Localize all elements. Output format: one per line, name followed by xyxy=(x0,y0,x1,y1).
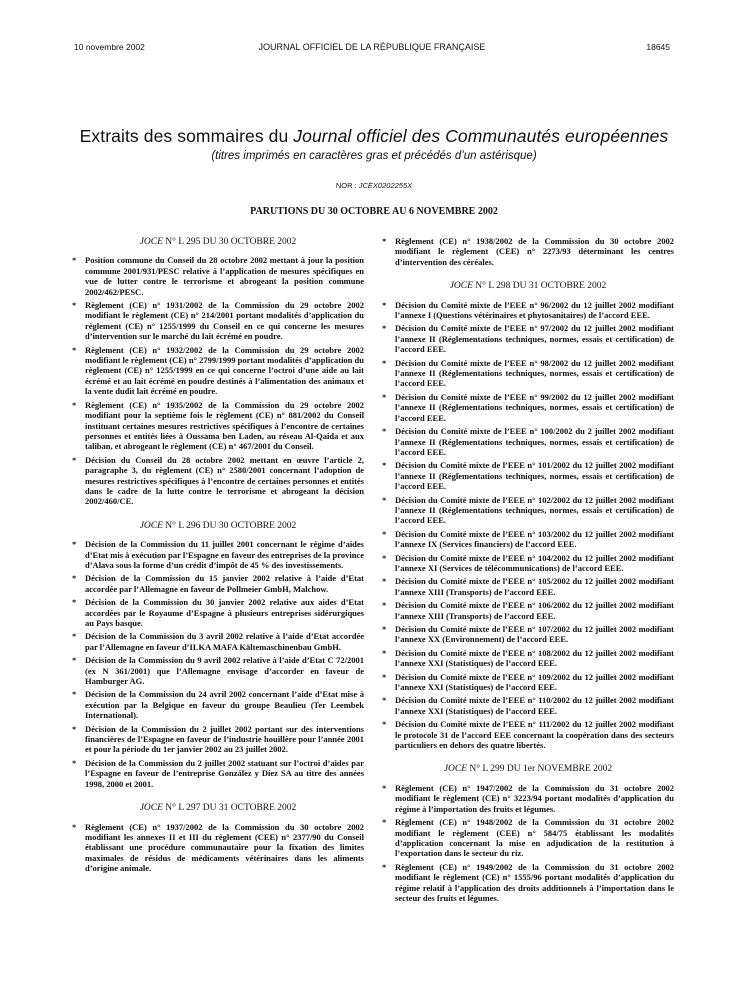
entry-text: Décision du Comité mixte de l’EEE n° 108/2002 du 12 juillet 2002 modifiant l’annexe XXI (Statistiques) de l’accord EEE. xyxy=(395,647,674,669)
asterisk-marker: * xyxy=(72,255,77,266)
joce-section xyxy=(382,281,674,750)
summary-entry xyxy=(382,624,674,645)
entry-text: Décision de la Commission du 2 juillet 2002 portant sur des interventions financières de l’Espagne en faveur de l’industrie houillère pour l’année 2001 et pour la période du 1er janvier 2002 au 23 juillet 2002. xyxy=(85,723,364,755)
asterisk-marker: * xyxy=(382,576,387,587)
summary-entry xyxy=(382,648,674,669)
asterisk-marker: * xyxy=(72,655,77,666)
summary-entry xyxy=(72,689,364,720)
joce-reference: N° L 296 DU 30 OCTOBRE 2002 xyxy=(162,520,297,531)
asterisk-marker: * xyxy=(382,817,387,828)
asterisk-marker: * xyxy=(382,426,387,437)
summary-entry xyxy=(72,345,364,397)
summary-entry xyxy=(382,358,674,389)
entry-text: Décision du Comité mixte de l’EEE n° 100/2002 du 2 juillet 2002 modifiant l’annexe II (Réglementations techniques, normes, essais et certification) de l’accord EEE. xyxy=(395,426,674,457)
summary-entry xyxy=(72,573,364,594)
asterisk-marker: * xyxy=(72,344,77,355)
joce-label: JOCE xyxy=(443,764,468,775)
entry-text: Décision du Comité mixte de l’EEE n° 96/2002 du 12 juillet 2002 modifiant l’annexe I (Questions vétérinaires et phytosanitaires) de l’accord EEE. xyxy=(395,299,674,321)
asterisk-marker: * xyxy=(72,689,77,700)
asterisk-marker: * xyxy=(72,723,77,734)
entry-text: Règlement (CE) n° 1948/2002 de la Commission du 31 octobre 2002 modifiant le règlement (CEE) n° 584/75 établissant les modalités d’application concernant la mise en adjudication de la restitution à l’exportation dans le secteur du riz. xyxy=(395,817,674,859)
entry-text: Position commune du Conseil du 28 octobre 2002 mettant à jour la position commune 2001/931/PESC relative à l’application de mesures spécifiques en vue de lutter contre le terrorisme et abrogeant la position commune 2002/462/PESC. xyxy=(85,255,364,297)
entry-text: Décision du Comité mixte de l’EEE n° 102/2002 du 12 juillet 2002 modifiant l’annexe II (Réglementations techniques, normes, essais et certification) de l’accord EEE. xyxy=(395,494,674,526)
header-page-number: 18645 xyxy=(646,42,670,52)
entry-text: Décision du Comité mixte de l’EEE n° 98/2002 du 12 juillet 2002 modifiant l’annexe II (Réglementations techniques, normes, essais et certification) de l’accord EEE. xyxy=(395,357,674,389)
asterisk-marker: * xyxy=(382,552,387,563)
left-column xyxy=(72,236,364,888)
entry-text: Décision du Comité mixte de l’EEE n° 105/2002 du 12 juillet 2002 modifiant l’annexe XIII (Transports) de l’accord EEE. xyxy=(395,576,674,597)
joce-section xyxy=(72,521,364,789)
summary-entry xyxy=(382,783,674,814)
summary-entry xyxy=(72,822,364,874)
joce-section xyxy=(382,764,674,903)
summary-entry xyxy=(72,724,364,755)
parutions-heading: PARUTIONS DU 30 OCTOBRE AU 6 NOVEMBRE 2002 xyxy=(250,206,498,217)
title-prefix: Extraits des sommaires du xyxy=(79,126,294,146)
entry-text: Règlement (CE) n° 1937/2002 de la Commission du 30 octobre 2002 modifiant les annexes II et III du règlement (CEE) n° 2377/90 du Conseil établissant une procédure communautaire pour la fixation des limites maximales de résidus de médicaments vétérinaires dans les aliments d’origine animale. xyxy=(85,821,364,874)
entry-text: Décision de la Commission du 30 janvier 2002 relative aux aides d’Etat accordées par le Royaume d’Espagne à plusieurs entreprises sidérurgiques au Pays basque. xyxy=(85,597,364,628)
header-journal-title: JOURNAL OFFICIEL DE LA RÉPUBLIQUE FRANÇAISE xyxy=(258,42,486,52)
asterisk-marker: * xyxy=(382,671,387,682)
joce-heading xyxy=(72,521,364,531)
entry-text: Décision de la Commission du 3 avril 2002 relative à l’aide d’Etat accordée par l’Allemagne en faveur d’ILKA MAFA Kältemaschinenbau GmbH. xyxy=(85,631,364,652)
summary-entry xyxy=(382,323,674,354)
asterisk-marker: * xyxy=(382,861,387,872)
joce-reference: N° L 298 DU 31 OCTOBRE 2002 xyxy=(472,281,607,292)
joce-heading xyxy=(72,237,364,247)
page-title xyxy=(60,126,688,147)
asterisk-marker: * xyxy=(382,357,387,368)
asterisk-marker: * xyxy=(72,539,77,550)
asterisk-marker: * xyxy=(72,454,77,465)
summary-entry xyxy=(382,236,674,267)
summary-entry xyxy=(382,553,674,574)
entry-text: Décision du Comité mixte de l’EEE n° 101/2002 du 12 juillet 2002 modifiant l’annexe II (Réglementations techniques, normes, essais et certification) de l’accord EEE. xyxy=(395,460,674,492)
summary-entry xyxy=(382,719,674,750)
entry-text: Décision du Comité mixte de l’EEE n° 104/2002 du 12 juillet 2002 modifiant l’annexe XI (Services de télécommunications) de l’accord EEE. xyxy=(395,552,674,573)
asterisk-marker: * xyxy=(382,782,387,793)
summary-entry xyxy=(382,529,674,550)
summary-entry xyxy=(382,817,674,859)
asterisk-marker: * xyxy=(382,494,387,505)
entry-text: Décision du Comité mixte de l’EEE n° 109/2002 du 12 juillet 2002 modifiant l’annexe XXI (Statistiques) de l’accord EEE. xyxy=(395,671,674,693)
summary-entry xyxy=(72,655,364,686)
summary-entry xyxy=(72,539,364,570)
joce-reference: N° L 297 DU 31 OCTOBRE 2002 xyxy=(162,803,297,814)
entry-text: Règlement (CE) n° 1935/2002 de la Commission du 29 octobre 2002 modifiant pour la septième fois le règlement (CE) n° 881/2002 du Conseil instituant certaines mesures restrictives spécifiques à l’encontre de certaines personnes et entités liées à Oussama ben Laden, au réseau Al-Qaida et aux taliban, et abrogeant le règlement (CE) n° 467/2001 du Conseil. xyxy=(85,399,364,452)
joce-reference: N° L 295 DU 30 OCTOBRE 2002 xyxy=(162,237,297,247)
joce-section xyxy=(72,803,364,873)
entry-text: Règlement (CE) n° 1938/2002 de la Commission du 30 octobre 2002 modifiant le règlement (CEE) n° 2273/93 déterminant les centres d’intervention des céréales. xyxy=(395,236,674,267)
entry-text: Décision de la Commission du 15 janvier 2002 relative à l’aide d’Etat accordée par l’Allemagne en faveur de Pollmeier GmbH, Malchow. xyxy=(85,573,364,594)
summary-entry xyxy=(382,600,674,621)
entry-text: Décision du Comité mixte de l’EEE n° 110/2002 du 12 juillet 2002 modifiant l’annexe XXI (Statistiques) de l’accord EEE. xyxy=(395,695,674,716)
entry-text: Décision du Comité mixte de l’EEE n° 99/2002 du 12 juillet 2002 modifiant l’annexe II (Réglementations techniques, normes, essais et certification) de l’accord EEE. xyxy=(395,391,674,423)
asterisk-marker: * xyxy=(382,719,387,730)
asterisk-marker: * xyxy=(382,236,387,246)
entry-text: Décision de la Commission du 9 avril 2002 relative à l’aide d’Etat C 72/2001 (ex N 361/2001) que l’Allemagne envisage d’accorder en faveur de Hamburger AG. xyxy=(85,655,364,687)
joce-section xyxy=(382,236,674,267)
summary-entry xyxy=(382,862,674,904)
page-subtitle: (titres imprimés en caractères gras et précédés d’un astérisque) xyxy=(211,150,537,162)
joce-heading xyxy=(72,803,364,813)
summary-entry xyxy=(382,460,674,491)
joce-label: JOCE xyxy=(139,803,163,814)
asterisk-marker: * xyxy=(382,391,387,402)
summary-entry xyxy=(72,597,364,628)
entry-text: Décision du Comité mixte de l’EEE n° 97/2002 du 12 juillet 2002 modifiant l’annexe II (Réglementations techniques, normes, essais et certification) de l’accord EEE. xyxy=(395,323,674,355)
summary-entry xyxy=(382,495,674,526)
joce-heading xyxy=(382,281,674,291)
summary-entry xyxy=(382,426,674,457)
asterisk-marker: * xyxy=(72,821,77,832)
summary-entry xyxy=(72,300,364,342)
summary-entry xyxy=(72,758,364,789)
summary-entry xyxy=(382,300,674,321)
asterisk-marker: * xyxy=(72,597,77,608)
joce-label: JOCE xyxy=(139,520,163,531)
asterisk-marker: * xyxy=(382,695,387,706)
asterisk-marker: * xyxy=(382,460,387,471)
asterisk-marker: * xyxy=(382,528,387,539)
joce-heading xyxy=(382,764,674,774)
asterisk-marker: * xyxy=(72,300,77,311)
entry-text: Règlement (CE) n° 1949/2002 de la Commission du 31 octobre 2002 modifiant le règlement (CE) n° 1555/96 portant modalités d’application du régime relatif à l’application des droits additionnels à l’importation dans le secteur des fruits et légumes. xyxy=(395,861,674,903)
asterisk-marker: * xyxy=(382,323,387,334)
joce-section xyxy=(72,237,364,507)
joce-label: JOCE xyxy=(139,237,163,247)
asterisk-marker: * xyxy=(72,631,77,642)
entry-text: Décision de la Commission du 2 juillet 2002 statuant sur l’octroi d’aides par l’Espagne en faveur de l’entreprise González y Díez SA au titre des années 1998, 2000 et 2001. xyxy=(85,757,364,789)
asterisk-marker: * xyxy=(72,399,77,410)
nor-label: NOR : xyxy=(335,181,359,190)
asterisk-marker: * xyxy=(382,600,387,611)
summary-entry xyxy=(72,400,364,452)
entry-text: Décision du Comité mixte de l’EEE n° 106/2002 du 12 juillet 2002 modifiant l’annexe XIII (Transports) de l’accord EEE. xyxy=(395,600,674,621)
entry-text: Règlement (CE) n° 1931/2002 de la Commission du 29 octobre 2002 modifiant le règlement (CE) n° 214/2001 portant modalités d’application du règlement (CE) n° 1255/1999 du Conseil en ce qui concerne les mesures d’intervention sur le marché du lait écrémé en poudre. xyxy=(85,300,364,342)
asterisk-marker: * xyxy=(382,299,387,310)
asterisk-marker: * xyxy=(72,757,77,768)
entry-text: Règlement (CE) n° 1947/2002 de la Commission du 31 octobre 2002 modifiant le règlement (CE) n° 3223/94 portant modalités d’application du régime à l’importation des fruits et légumes. xyxy=(395,782,674,814)
entry-text: Décision du Comité mixte de l’EEE n° 107/2002 du 12 juillet 2002 modifiant l’annexe XX (Environnement) de l’accord EEE. xyxy=(395,624,674,645)
asterisk-marker: * xyxy=(72,573,77,584)
header-date: 10 novembre 2002 xyxy=(74,42,145,52)
summary-entry xyxy=(72,255,364,297)
title-italic: Journal officiel des Communautés européennes xyxy=(293,126,669,146)
summary-entry xyxy=(72,455,364,507)
summary-entry xyxy=(72,631,364,652)
entry-text: Décision du Conseil du 28 octobre 2002 mettant en œuvre l’article 2, paragraphe 3, du règlement (CE) n° 2580/2001 concernant l’adoption de mesures restrictives spécifiques à l’encontre de certaines personnes et entités dans le cadre de la lutte contre le terrorisme et abrogeant la décision 2002/460/CE. xyxy=(85,454,364,507)
nor-code: JCEX0202255X xyxy=(358,181,413,190)
summary-entry xyxy=(382,392,674,423)
asterisk-marker: * xyxy=(382,624,387,634)
summary-entry xyxy=(382,672,674,693)
summary-entry xyxy=(382,695,674,716)
entry-text: Décision du Comité mixte de l’EEE n° 111/2002 du 12 juillet 2002 modifiant le protocole 31 de l’accord EEE concernant la coopération dans des secteurs particuliers en dehors des quatre libertés. xyxy=(395,719,674,751)
summary-entry xyxy=(382,576,674,597)
joce-reference: N° L 299 DU 1er NOVEMBRE 2002 xyxy=(467,764,613,775)
nor-reference xyxy=(60,181,688,190)
running-header xyxy=(74,42,670,56)
right-column xyxy=(382,236,674,917)
entry-text: Règlement (CE) n° 1932/2002 de la Commission du 29 octobre 2002 modifiant le règlement (CE) n° 2799/1999 portant modalités d’application du règlement (CE) n° 1255/1999 en ce qui concerne l’octroi d’une aide au lait écrémé et au lait écrémé en poudre destinés à l’alimentation des animaux et la vente dudit lait écrémé en poudre. xyxy=(85,344,364,397)
entry-text: Décision du Comité mixte de l’EEE n° 103/2002 du 12 juillet 2002 modifiant l’annexe IX (Services financiers) de l’accord EEE. xyxy=(395,528,674,550)
entry-text: Décision de la Commission du 24 avril 2002 concernant l’aide d’Etat mise à exécution par la Belgique en faveur du groupe Beaulieu (Ter Leembek International). xyxy=(85,689,364,721)
joce-label: JOCE xyxy=(449,281,473,292)
entry-text: Décision de la Commission du 11 juillet 2001 concernant le régime d’aides d’Etat mis à exécution par l’Espagne en faveur des entreprises de la province d’Alava sous la forme d’un crédit d’impôt de 45 % des investissements. xyxy=(85,539,364,570)
asterisk-marker: * xyxy=(382,647,387,658)
